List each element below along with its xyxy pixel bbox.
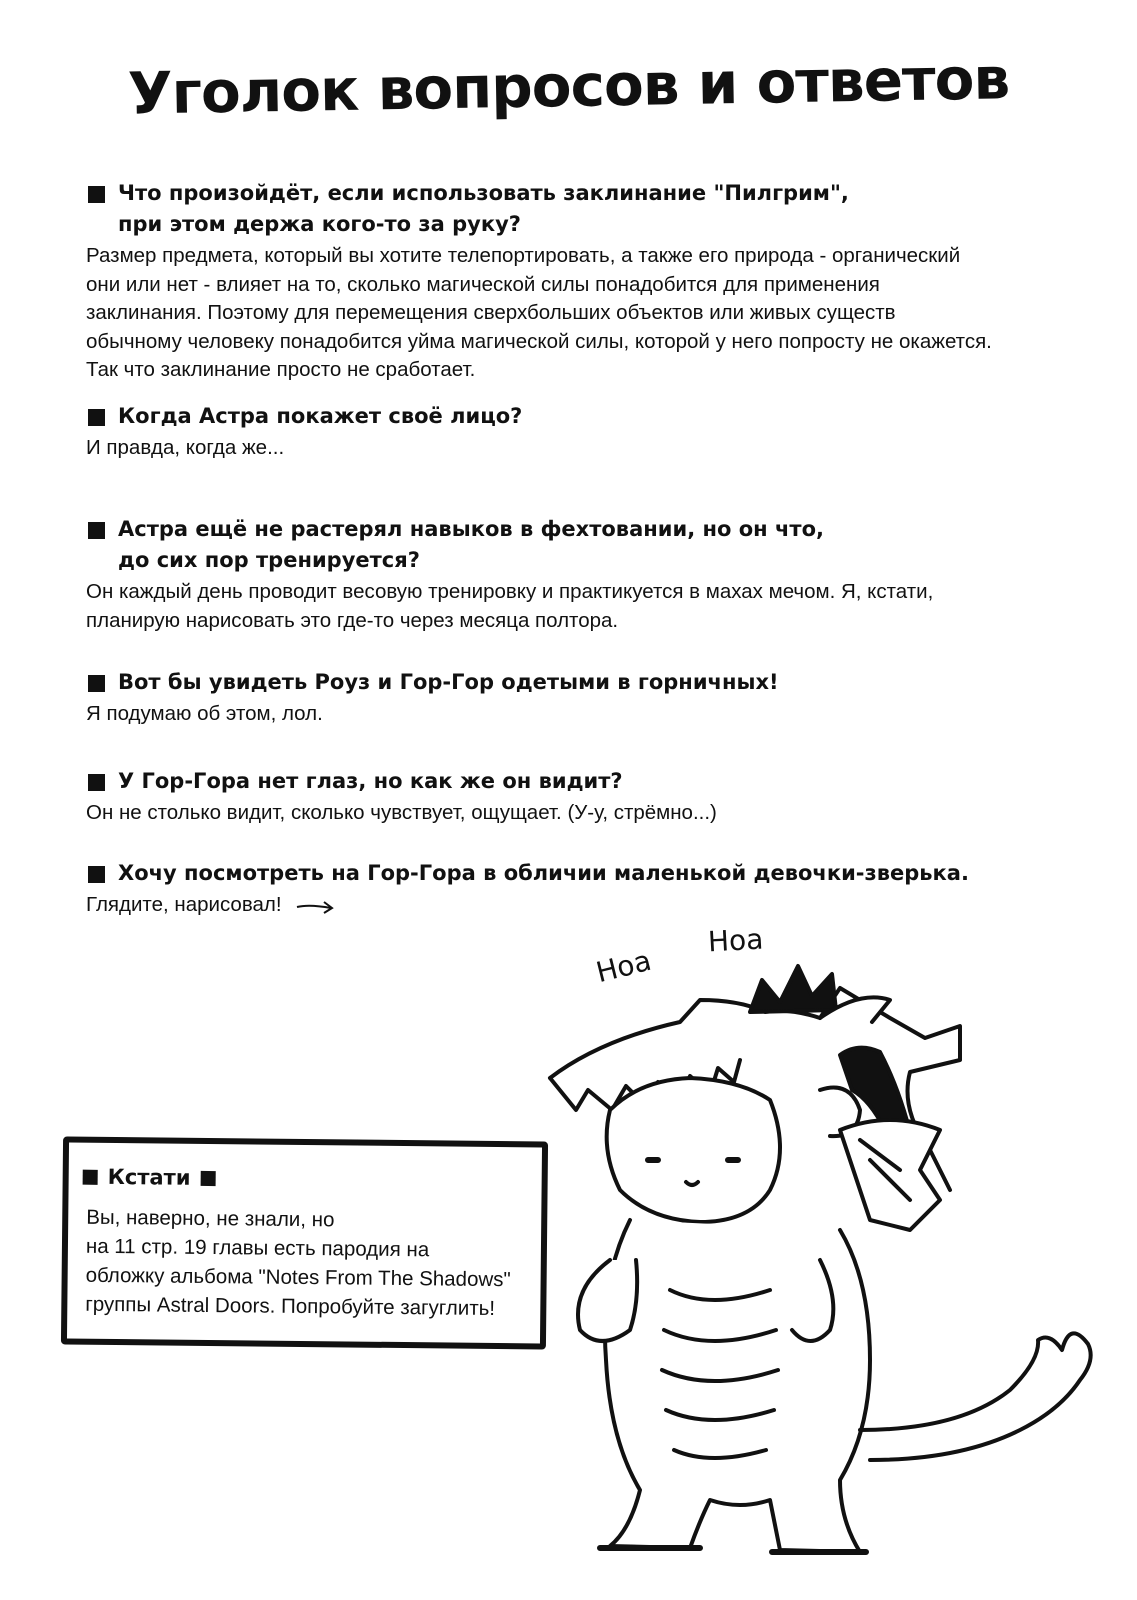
page-title: Уголок вопросов и ответов — [127, 44, 1010, 128]
sfx-text: Hoa — [592, 943, 655, 990]
question-line: до сих пор тренируется? — [118, 548, 420, 572]
black-square-icon — [88, 409, 105, 426]
question — [86, 858, 1086, 889]
answer-line: Я подумаю об этом, лол. — [86, 702, 323, 725]
answer-line: обычному человеку понадобится уйма магической силы, которой у него попросту не окажется. — [86, 329, 992, 353]
dragon-costume-character-illustration — [540, 960, 1100, 1580]
question — [86, 514, 1086, 576]
qa-item-1 — [86, 178, 1086, 385]
answer-line: они или нет - влияет на то, сколько магической силы понадобится для применения — [86, 272, 880, 296]
question-line: при этом держа кого-то за руку? — [118, 212, 521, 236]
note-heading — [83, 1165, 216, 1190]
question — [86, 766, 1086, 797]
note-heading-text: Кстати — [107, 1164, 191, 1190]
note-line: группы Astral Doors. Попробуйте загуглить! — [85, 1292, 496, 1320]
note-body — [85, 1203, 536, 1324]
sfx-text: Hoa — [707, 922, 765, 959]
answer-line: Глядите, нарисовал! — [86, 893, 282, 916]
right-arrow-icon — [295, 898, 335, 914]
answer-line: И правда, когда же... — [86, 436, 285, 459]
qa-item-4 — [86, 667, 1086, 729]
qa-item-3 — [86, 514, 1086, 635]
answer-line: Так что заклинание просто не сработает. — [86, 358, 476, 381]
answer — [86, 700, 1086, 729]
answer-line: Он не столько видит, сколько чувствует, ощущает. (У-у, стрёмно...) — [86, 801, 717, 824]
note-line: на 11 стр. 19 главы есть пародия на — [85, 1234, 430, 1262]
question-line: Что произойдёт, если использовать заклинание "Пилгрим", — [118, 181, 849, 205]
black-square-icon — [200, 1170, 215, 1185]
black-square-icon — [88, 186, 105, 203]
answer-line: заклинания. Поэтому для перемещения сверхбольших объектов или живых существ — [86, 301, 896, 324]
answer — [86, 891, 1086, 920]
question — [86, 667, 1086, 698]
qa-item-6 — [86, 858, 1086, 920]
black-square-icon — [88, 774, 105, 791]
answer — [86, 434, 1086, 463]
qa-item-5 — [86, 766, 1086, 828]
question-line: Астра ещё не растерял навыков в фехтовании, но он что, — [118, 517, 824, 541]
black-square-icon — [88, 522, 105, 539]
black-square-icon — [83, 1169, 98, 1184]
note-line: Вы, наверно, не знали, но — [86, 1205, 335, 1232]
answer — [86, 799, 1086, 828]
answer-line: планирую нарисовать это где-то через месяца полтора. — [86, 608, 619, 632]
question-line: Хочу посмотреть на Гор-Гора в обличии маленькой девочки-зверька. — [118, 861, 969, 885]
answer-line: Размер предмета, который вы хотите телепортировать, а также его природа - органический — [86, 244, 961, 267]
qa-item-2 — [86, 401, 1086, 463]
question-line: У Гор-Гора нет глаз, но как же он видит? — [118, 769, 623, 793]
question — [86, 178, 1086, 240]
question — [86, 401, 1086, 432]
answer — [86, 578, 1086, 635]
question-line: Когда Астра покажет своё лицо? — [118, 404, 523, 428]
note-box — [61, 1136, 548, 1349]
question-line: Вот бы увидеть Роуз и Гор-Гор одетыми в горничных! — [118, 670, 779, 694]
answer — [86, 242, 1086, 385]
note-line: обложку альбома "Notes From The Shadows" — [85, 1263, 511, 1292]
black-square-icon — [88, 866, 105, 883]
answer-line: Он каждый день проводит весовую тренировку и практикуется в махах мечом. Я, кстати, — [86, 580, 934, 603]
black-square-icon — [88, 675, 105, 692]
